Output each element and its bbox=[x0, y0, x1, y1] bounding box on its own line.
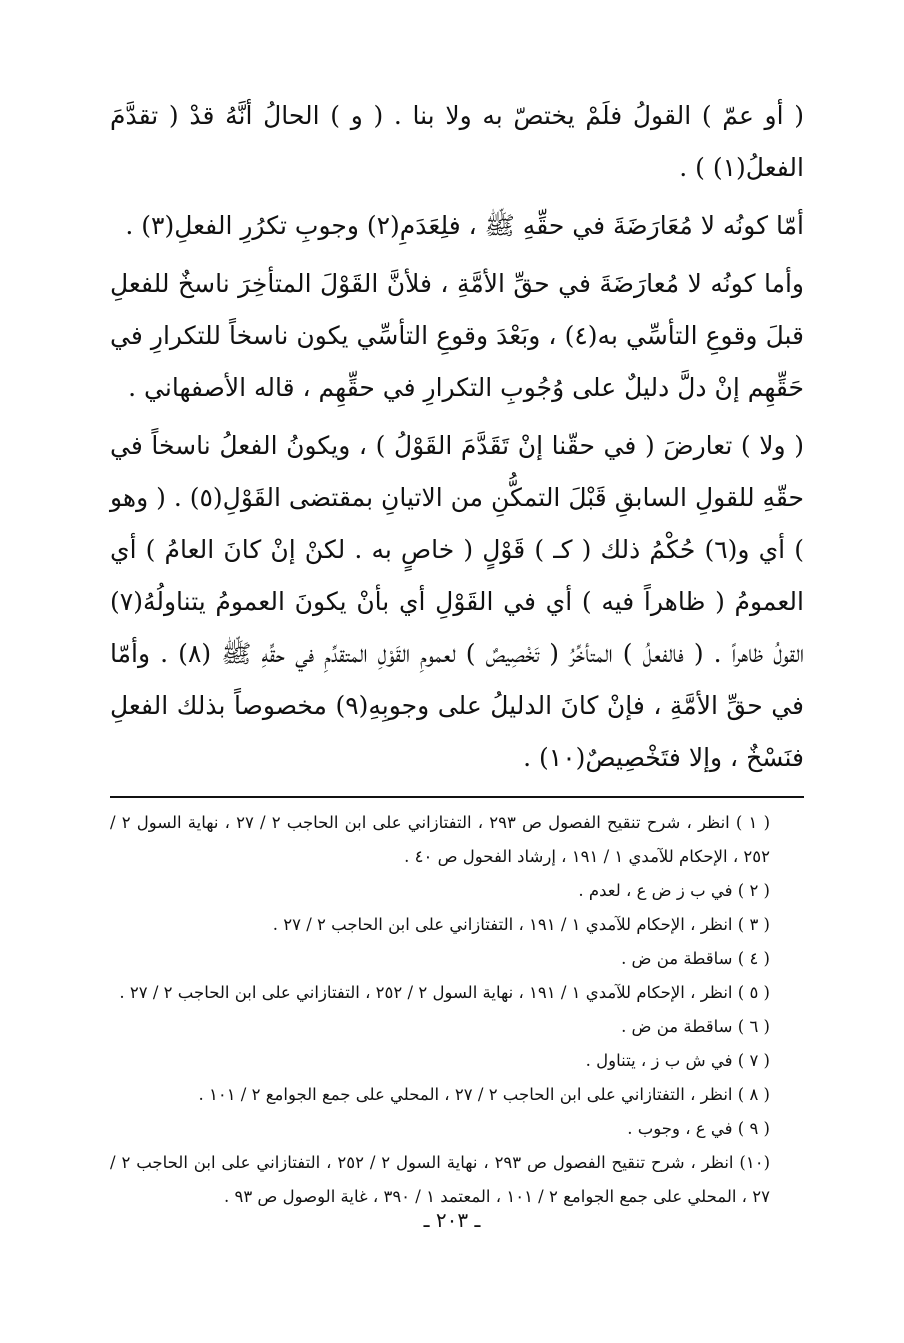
main-text bbox=[110, 90, 804, 784]
page-number: ـ ٢٠٣ ـ bbox=[423, 1208, 481, 1232]
page-content bbox=[110, 90, 804, 1214]
footnote-2: ( ٢ ) في ب ز ض ع ، لعدم . bbox=[578, 881, 770, 900]
footnote-10: (١٠) انظر ، شرح تنقيح الفصول ص ٢٩٣ ، نهاية السول ٢ / ٢٥٢ ، التفتازاني على ابن الحاجب ٢ / ٢٧ ، المحلي على جمع الجوامع ٢ / ١٠١ ، المعتمد ١ / ٣٩٠ ، غاية الوصول ص ٩٣ . bbox=[110, 1153, 770, 1206]
paragraph-1: ( أو عمّ ) القولُ فلَمْ يختصّ به ولا بنا . ( و ) الحالُ أنَّهُ قدْ ( تقدَّمَ الفعلُ(١) ) . bbox=[110, 101, 804, 182]
footnote-8: ( ٨ ) انظر ، التفتازاني على ابن الحاجب ٢ / ٢٧ ، المحلي على جمع الجوامع ٢ / ١٠١ . bbox=[198, 1085, 770, 1104]
paragraph-3: وأما كونُه لا مُعارَضَةَ في حقِّ الأمَّةِ ، فلأنَّ القَوْلَ المتأخِرَ ناسخٌ للفعلِ قبلَ وقوعِ التأسِّي به(٤) ، وبَعْدَ وقوعِ التأسِّي يكون ناسخاً للتكرارِ في حَقِّهِم إنْ دلَّ دليلٌ على وُجُوبِ التكرارِ في حقِّهِم ، قاله الأصفهاني . bbox=[110, 269, 804, 402]
footnote-6: ( ٦ ) ساقطة من ض . bbox=[621, 1017, 770, 1036]
paragraph-4: ( ولا ) تعارضَ ( في حقّنا إنْ تَقَدَّمَ القَوْلُ ) ، ويكونُ الفعلُ ناسخاً في حقّهِ للقولِ السابقِ قَبْلَ التمكُّنِ من الاتيانِ بمقتضى القَوْلِ(٥) . ( وهو ) أي و(٦) حُكْمُ ذلك ( كـ ) قَوْلٍ ( خاصٍ به . لكنْ إنْ كانَ العامُ ) أي العمومُ ( ظاهراً فيه ) أي في القَوْلِ أي بأنْ يكونَ العمومُ يتناولُهُ(٧) القولُ ظاهراً . ( فالفعلُ ) المتأخِّرُ ( تَخْصِيصٌ ) لعمومِ القَوْلِ المتقدِّمِ في حقِّهِ ﷺ (٨) . وأمّا في حقِّ الأمَّةِ ، فإنْ كانَ الدليلُ على وجوبِهِ(٩) مخصوصاً بذلك الفعلِ فنَسْخٌ ، وإلا فتَخْصِيصٌ(١٠) . bbox=[110, 431, 805, 772]
footnote-4: ( ٤ ) ساقطة من ض . bbox=[621, 949, 770, 968]
footnote-1: ( ١ ) انظر ، شرح تنقيح الفصول ص ٢٩٣ ، التفتازاني على ابن الحاجب ٢ / ٢٧ ، نهاية السول ٢ / ٢٥٢ ، الإحكام للآمدي ١ / ١٩١ ، إرشاد الفحول ص ٤٠ . bbox=[110, 813, 771, 866]
footnote-divider bbox=[110, 796, 804, 798]
footnote-5: ( ٥ ) انظر ، الإحكام للآمدي ١ / ١٩١ ، نهاية السول ٢ / ٢٥٢ ، التفتازاني على ابن الحاجب ٢ / ٢٧ . bbox=[119, 983, 770, 1002]
footnote-3: ( ٣ ) انظر ، الإحكام للآمدي ١ / ١٩١ ، التفتازاني على ابن الحاجب ٢ / ٢٧ . bbox=[272, 915, 770, 934]
footnote-9: ( ٩ ) في ع ، وجوب . bbox=[627, 1119, 770, 1138]
footnote-7: ( ٧ ) في ش ب ز ، يتناول . bbox=[585, 1051, 770, 1070]
footnotes bbox=[110, 806, 804, 1214]
paragraph-2: أمّا كونُه لا مُعَارَضَةَ في حقِّهِ ﷺ ، فلِعَدَمِ(٢) وجوبِ تكرُرِ الفعلِ(٣) . bbox=[125, 211, 804, 240]
